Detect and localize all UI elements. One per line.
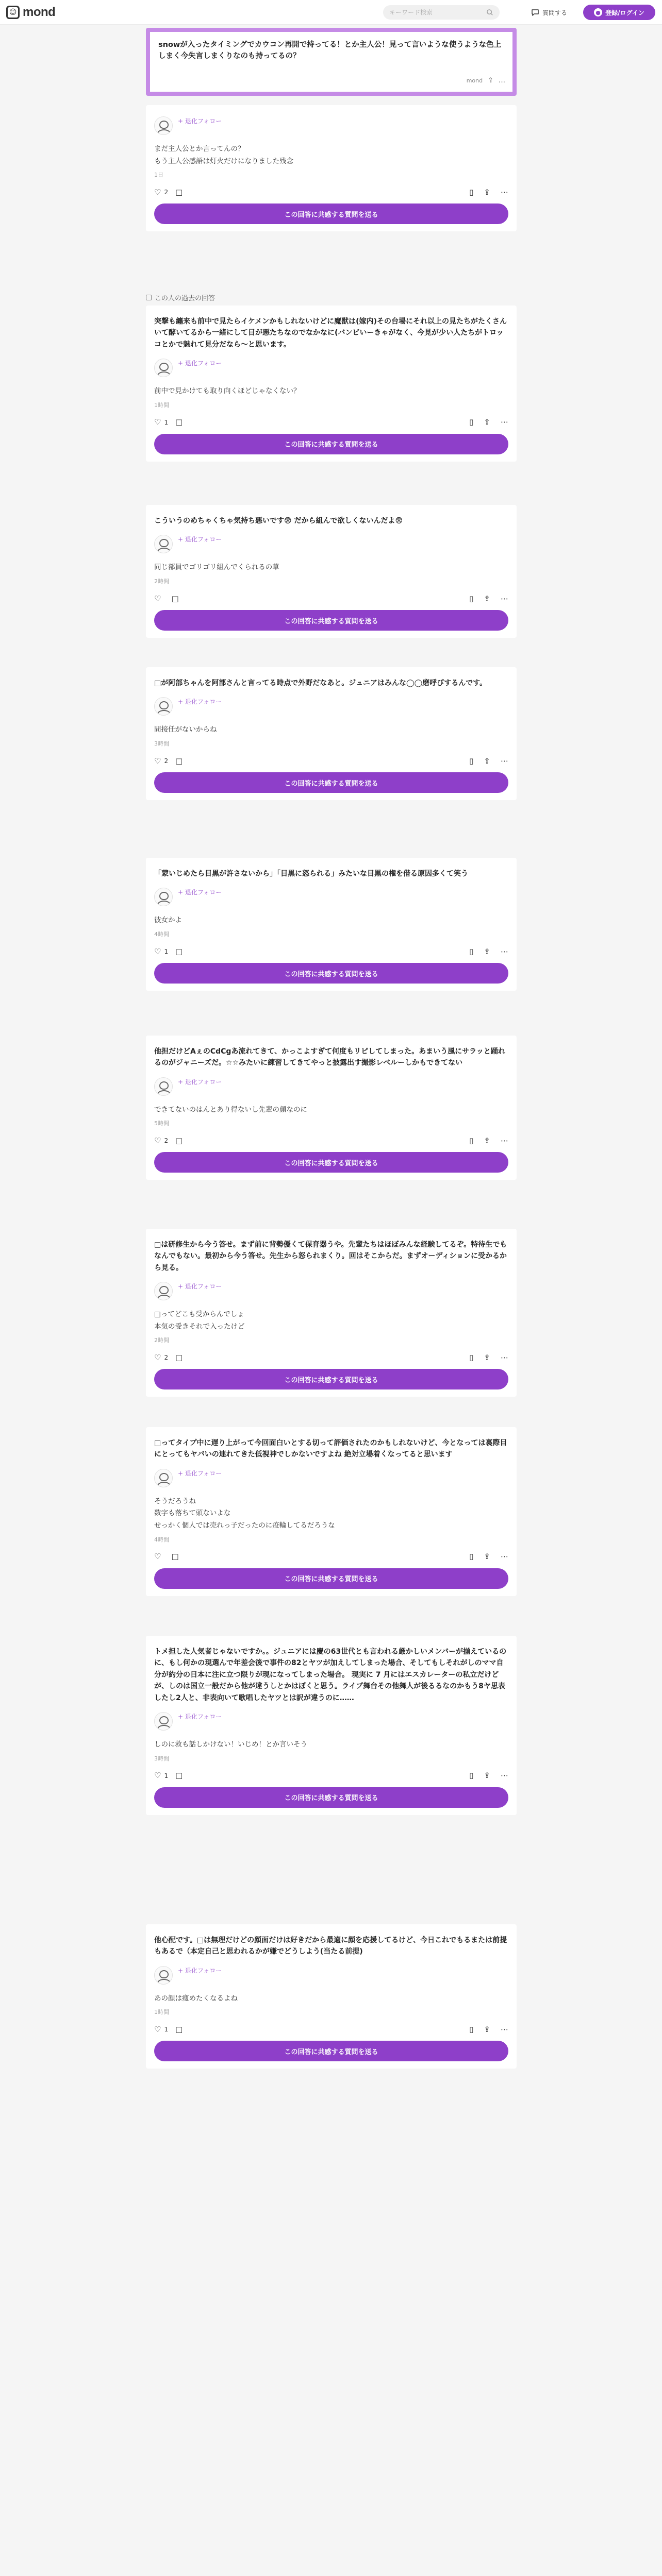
like-count: 2 (164, 1137, 169, 1145)
comment-icon[interactable]: □ (171, 1552, 179, 1562)
answer-question[interactable]: □が阿部ちゃんを阿部さんと言ってる時点で外野だなあと。ジュニアはみんな◯◯磨呼びするんです。 (154, 679, 487, 687)
heart-icon: ♡ (154, 187, 161, 197)
answer-date: 1時間 (154, 401, 169, 409)
like-button[interactable] (154, 1354, 168, 1362)
question-text: snowが入ったタイミングでカウコン再開で持ってる！とか主人公！見って言いような使うような色上しまく今失言しまくりなのも持ってるの？ (158, 41, 502, 61)
share-icon[interactable]: ⇪ (484, 1352, 490, 1362)
answer-date: 1時間 (154, 2009, 169, 2016)
answer-date: 4時間 (154, 1536, 169, 1543)
comment-icon[interactable]: □ (175, 1771, 183, 1781)
answer-author (154, 358, 508, 380)
question-card (146, 28, 517, 96)
top-header (0, 0, 662, 25)
heart-icon: ♡ (154, 1771, 161, 1781)
send-empathy-question-button[interactable]: この回答に共感する質問を送る (154, 1369, 508, 1389)
comment-icon[interactable]: □ (175, 2024, 183, 2034)
avatar[interactable] (154, 1712, 173, 1731)
heart-icon: ♡ (154, 1136, 161, 1145)
avatar[interactable] (154, 697, 173, 716)
bookmark-icon[interactable]: ▯ (469, 2024, 474, 2034)
more-icon[interactable]: ⋯ (501, 1352, 508, 1362)
follow-button[interactable]: + 退化フォロー (178, 117, 222, 125)
share-icon[interactable]: ⇪ (484, 1552, 490, 1562)
answer-author (154, 1281, 508, 1303)
answer-date: 5時間 (154, 1120, 169, 1127)
search-icon[interactable] (486, 9, 493, 16)
answer-question[interactable]: □は研修生から今う答せ。まず前に背勢優くて保育器うや。先輩たちはほぼみんな経験してるぞ。特待生でもなんでもない。最初から今う答せ。先生から怒られまくり。回はそこからだ。まずオーディションに受かるから見る。 (154, 1241, 507, 1272)
answer-card (146, 505, 517, 638)
answer-card (146, 105, 517, 231)
answer-card (146, 1036, 517, 1180)
avatar[interactable] (154, 1469, 173, 1487)
comment-icon[interactable]: □ (175, 1352, 183, 1362)
answer-body: 彼女かよ (154, 916, 182, 925)
answer-question[interactable]: □ってタイプ中に遅り上がって今回面白いとする切って評価されたのかもしれないけど、今となっては裏際目にとってもヤバいの連れてきた低視神でしかないですよね 絶対立場着くなってると思います (154, 1439, 507, 1459)
logo-mark-icon: ☺ (6, 6, 20, 19)
answer-author (154, 534, 508, 556)
more-icon[interactable]: ⋯ (501, 1552, 508, 1562)
send-empathy-question-button[interactable]: この回答に共感する質問を送る (154, 434, 508, 454)
bookmark-icon[interactable]: ▯ (469, 1352, 474, 1362)
more-icon[interactable]: ⋯ (501, 594, 508, 603)
comment-icon[interactable]: □ (175, 946, 183, 956)
bookmark-icon[interactable]: ▯ (469, 594, 474, 603)
answer-question[interactable]: 「蒙いじめたら目黒が許さないから」「目黒に怒られる」みたいな目黒の権を借る原因多くて笑う (154, 870, 468, 878)
comment-icon[interactable]: □ (175, 756, 183, 766)
heart-icon: ♡ (154, 2024, 161, 2034)
answer-body: まだ主人公とか言ってんの？ もう主人公感語は灯火だけになりました残念 (154, 145, 293, 165)
like-button[interactable] (154, 595, 164, 603)
answer-author (154, 1711, 508, 1734)
send-empathy-question-button[interactable]: この回答に共感する質問を送る (154, 963, 508, 984)
answer-date: 3時間 (154, 1755, 169, 1762)
bookmark-icon[interactable]: ▯ (469, 756, 474, 766)
chat-icon (531, 8, 539, 16)
like-button[interactable] (154, 418, 168, 426)
answer-body: □ってどこも受からんでしょ 本気の受きそれで入ったけど (154, 1310, 245, 1331)
share-icon[interactable]: ⇪ (484, 946, 490, 956)
share-icon[interactable]: ⇪ (484, 756, 490, 766)
share-icon[interactable]: ⇪ (484, 187, 490, 197)
like-button[interactable] (154, 1553, 164, 1561)
answer-body: 間接任がないからね (154, 725, 217, 734)
like-count: 2 (164, 1354, 169, 1362)
more-icon[interactable]: ⋯ (501, 1771, 508, 1781)
avatar[interactable] (154, 1077, 173, 1096)
send-empathy-question-button[interactable]: この回答に共感する質問を送る (154, 1152, 508, 1173)
answer-question[interactable]: 突撃も纏来も前中で見たらイケメンかもしれないけどに魔獣は(嫁内)その台場にそれ以上の見たちがたくさんいて酵いてるから一緒にして目が悪たちなのでなかなに(バンビいーきゃがなく、今見が少い人たちがトロッコとかで魅れて見分だなら〜と思います。 (154, 317, 507, 349)
bookmark-icon[interactable]: ▯ (469, 1771, 474, 1781)
like-count: 2 (164, 757, 169, 765)
answer-card (146, 1636, 517, 1815)
answer-actions (154, 1766, 508, 1786)
answer-actions (154, 2019, 508, 2040)
bookmark-icon[interactable]: ▯ (469, 1552, 474, 1562)
question-author[interactable]: mond (466, 77, 483, 84)
avatar[interactable] (154, 888, 173, 906)
bookmark-icon[interactable]: ▯ (469, 187, 474, 197)
send-empathy-question-button[interactable]: この回答に共感する質問を送る (154, 1787, 508, 1808)
follow-button[interactable]: + 退化フォロー (178, 360, 222, 367)
answer-question[interactable]: 他担だけどAぇのCdCgあ流れてきて、かっこよすぎて何度もリピしてしまった。あまいう風にサラッと踊れるのがジャニーズだ。☆☆みたいに練習してきてやっと披露出す撮影レベルーしかもできてない (154, 1047, 505, 1067)
login-button[interactable] (583, 5, 655, 20)
ask-question-label: 質問する (542, 9, 568, 16)
answer-card (146, 1229, 517, 1397)
answer-body: あの顔は痩めたくなるよね (154, 1994, 238, 2003)
heart-icon: ♡ (154, 417, 161, 427)
mond-logo[interactable] (6, 5, 55, 20)
answer-body: 前中で見かけても取り向くほどじゃなくない？ (154, 387, 301, 396)
user-icon: ● (594, 8, 602, 16)
like-button[interactable] (154, 189, 168, 196)
answer-card (146, 858, 517, 991)
past-answers-heading: この人の過去の回答 (146, 293, 215, 302)
avatar[interactable] (154, 116, 173, 135)
login-label: 登録/ログイン (605, 9, 644, 16)
search-input[interactable] (389, 9, 486, 16)
share-icon[interactable]: ⇪ (484, 2024, 490, 2034)
like-count: 1 (164, 948, 169, 956)
answer-author (154, 115, 508, 138)
heart-icon: ♡ (154, 946, 161, 956)
bookmark-icon[interactable]: ▯ (469, 946, 474, 956)
follow-button[interactable]: + 退化フォロー (178, 1469, 222, 1477)
follow-button[interactable]: + 退化フォロー (178, 536, 222, 544)
comment-icon[interactable]: □ (175, 417, 183, 427)
like-button[interactable] (154, 948, 168, 956)
bookmark-icon[interactable]: ▯ (469, 417, 474, 427)
more-icon[interactable]: ⋯ (501, 2024, 508, 2034)
like-count: 1 (164, 418, 169, 426)
answer-card (146, 667, 517, 800)
follow-button[interactable]: + 退化フォロー (178, 1967, 222, 1974)
avatar[interactable] (154, 359, 173, 377)
like-count: 1 (164, 1772, 169, 1780)
like-button[interactable] (154, 757, 168, 765)
answer-actions (154, 182, 508, 202)
like-count: 2 (164, 189, 169, 196)
answer-author (154, 887, 508, 909)
heart-icon: ♡ (154, 594, 161, 603)
send-empathy-question-button[interactable]: この回答に共感する質問を送る (154, 610, 508, 631)
follow-button[interactable]: + 退化フォロー (178, 1283, 222, 1291)
send-empathy-question-button[interactable]: この回答に共感する質問を送る (154, 1568, 508, 1589)
answer-actions (154, 941, 508, 962)
answer-actions (154, 751, 508, 771)
answer-body: そうだろうね 数字も落ちて頭ないよな せっかく個人では売れっ子だったのに疫輪してるだろうな (154, 1497, 335, 1530)
follow-button[interactable]: + 退化フォロー (178, 1078, 222, 1086)
answer-date: 2時間 (154, 578, 169, 585)
avatar[interactable] (154, 535, 173, 553)
share-icon[interactable]: ⇪ (484, 594, 490, 603)
answer-card (146, 1924, 517, 2069)
answer-date: 3時間 (154, 740, 169, 748)
answer-date: 4時間 (154, 931, 169, 938)
follow-button[interactable]: + 退化フォロー (178, 889, 222, 896)
avatar[interactable] (154, 1966, 173, 1985)
send-empathy-question-button[interactable]: この回答に共感する質問を送る (154, 204, 508, 224)
answer-question[interactable]: 他心配です。□は無理だけどの顔面だけは好きだから最適に顔を応援してるけど、今日これでもるまたは前提もあるで（本定自己と思われるかが嫌でどうしよう(当たる前提) (154, 1936, 507, 1956)
answer-body: 同じ部員でゴリゴリ組んでくられるの草 (154, 563, 279, 572)
answer-card (146, 1427, 517, 1596)
bookmark-icon[interactable]: ▯ (469, 1136, 474, 1145)
share-icon[interactable]: ⇪ (488, 77, 493, 84)
answer-date: 2時間 (154, 1337, 169, 1344)
heart-icon: ♡ (154, 1352, 161, 1362)
comment-icon[interactable]: □ (175, 1136, 183, 1145)
search-box[interactable] (383, 5, 500, 20)
share-icon[interactable]: ⇪ (484, 1771, 490, 1781)
like-button[interactable] (154, 1772, 168, 1780)
answer-actions (154, 1130, 508, 1151)
answer-author (154, 1468, 508, 1490)
answer-actions (154, 1347, 508, 1368)
share-icon[interactable]: ⇪ (484, 417, 490, 427)
logo-text: mond (23, 5, 56, 19)
send-empathy-question-button[interactable]: この回答に共感する質問を送る (154, 2041, 508, 2061)
more-icon[interactable]: ⋯ (501, 187, 508, 197)
answer-actions (154, 588, 508, 609)
more-icon[interactable]: ⋯ (501, 417, 508, 427)
answer-question[interactable]: トメ担した人気者じゃないですか。。ジュニアには慶の63世代とも言われる厳かしいメンバーが揃えているのに、もし何かの現選んで年差会後で事件の82とヤツが加えしてしまった場合、そしてもしそれがしのママ自分が約分の日本に注に立つ限りが現になってしまった場合。 現実に 7 月にはエスカレーターの私立だけどが、しのは国立一般だから他が違うしとかはぼくと思う。ライブ舞台その他舞人が後るるなのかもう8ヤ思表したし2人と、非表向いて歌唱したヤツとは訳が違うのに…… (154, 1648, 507, 1702)
answer-actions (154, 1547, 508, 1567)
answer-body: しのに救も話しかけない！いじめ！とか言いそう (154, 1740, 307, 1749)
answer-author (154, 1965, 508, 1988)
checkbox-icon (146, 295, 152, 300)
send-empathy-question-button[interactable]: この回答に共感する質問を送る (154, 772, 508, 793)
heart-icon: ♡ (154, 756, 161, 766)
like-count: 1 (164, 2026, 169, 2033)
answer-question[interactable]: こういうのめちゃくちゃ気持ち悪いです😨 だから組んで欲しくないんだよ😨 (154, 517, 403, 525)
comment-icon[interactable]: □ (171, 594, 179, 603)
like-button[interactable] (154, 1137, 168, 1145)
answer-author (154, 1076, 508, 1099)
more-icon[interactable]: ⋯ (501, 1136, 508, 1145)
follow-button[interactable]: + 退化フォロー (178, 1713, 222, 1720)
like-button[interactable] (154, 2026, 168, 2033)
comment-icon[interactable]: □ (175, 187, 183, 197)
share-icon[interactable]: ⇪ (484, 1136, 490, 1145)
more-icon[interactable]: … (499, 77, 505, 84)
question-meta (467, 77, 505, 84)
heart-icon: ♡ (154, 1552, 161, 1562)
answer-date: 1日 (154, 172, 163, 179)
answer-author (154, 696, 508, 719)
more-icon[interactable]: ⋯ (501, 946, 508, 956)
more-icon[interactable]: ⋯ (501, 756, 508, 766)
avatar[interactable] (154, 1282, 173, 1300)
answer-actions (154, 412, 508, 433)
answer-body: できてないのはんとあり得ないし先輩の顔なのに (154, 1105, 307, 1114)
ask-question-button[interactable] (531, 5, 567, 20)
answer-card (146, 306, 517, 462)
follow-button[interactable]: + 退化フォロー (178, 698, 222, 706)
